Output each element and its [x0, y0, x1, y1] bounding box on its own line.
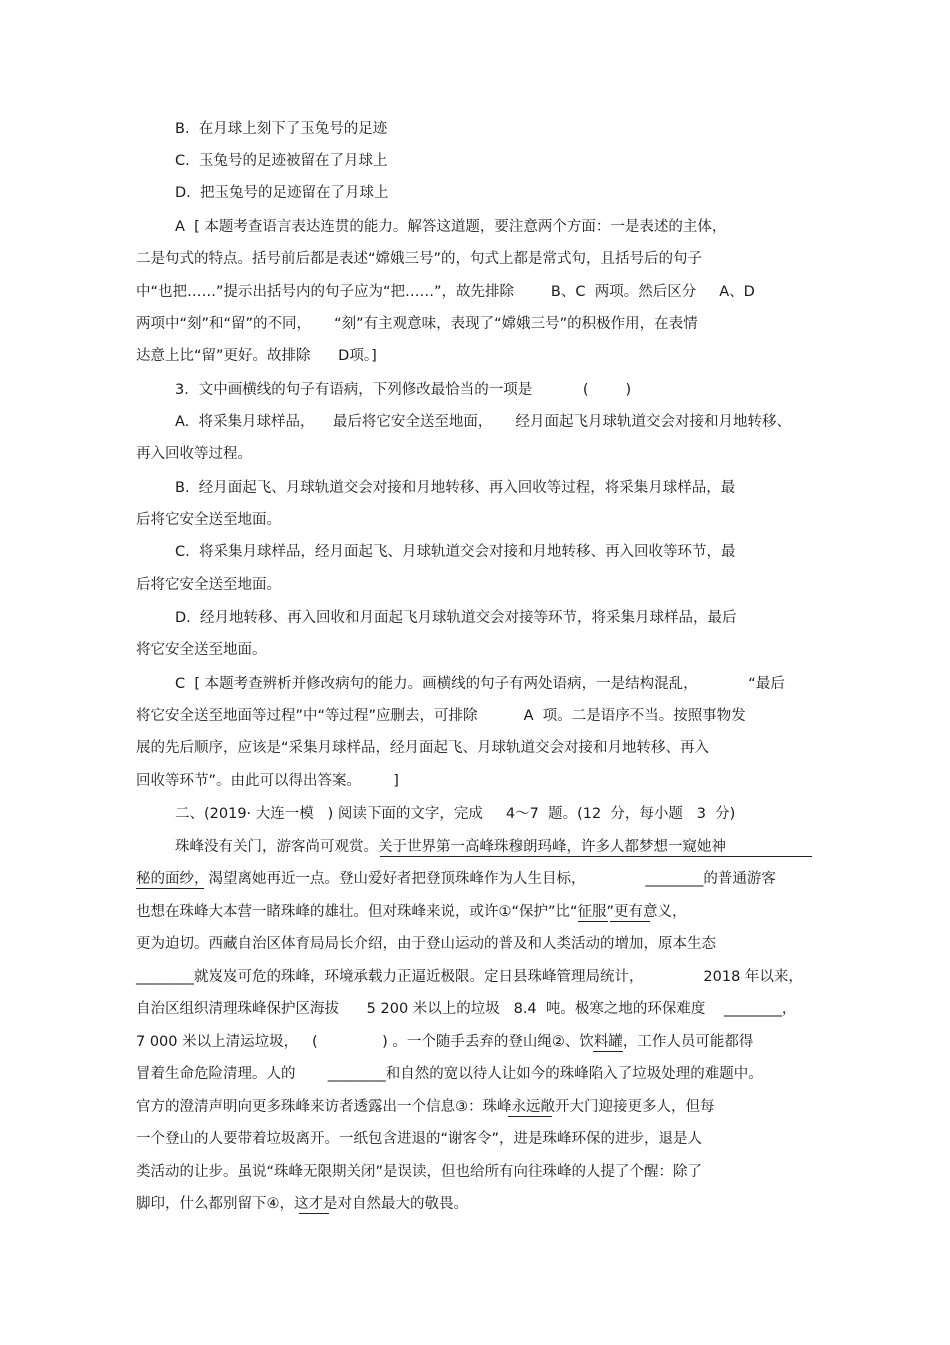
q3-option-d-line-1: D. 经月地转移、再入回收和月面起飞月球轨道交会对接等环节，将采集月球样品，最后 [175, 610, 737, 626]
answer-2-line-3: 中“也把……”提示出括号内的句子应为“把……”，故先排除 B、C 两项。然后区分 A、D [136, 284, 755, 300]
passage-line-7: 7 000 米以上清运垃圾， ( ) 。一个随手丢弃的登山绳②、饮料罐，工作人员可能都得 [136, 1034, 754, 1050]
option-d-line: D. 把玉兔号的足迹留在了月球上 [175, 185, 389, 201]
q3-option-c-line-2: 后将它安全送至地面。 [136, 577, 281, 593]
answer-2-line-2: 二是句式的特点。括号前后都是表述“嫦娥三号”的，句式上都是常式句，且括号后的句子 [136, 251, 703, 267]
underline-word-yinliao [593, 1051, 623, 1052]
q3-option-a-line-1: A. 将采集月球样品， 最后将它安全送至地面， 经月面起飞月球轨道交会对接和月地转移、 [175, 414, 791, 430]
passage-line-8: 冒着生命危险清理。人的 ________和自然的宽以待人让如今的珠峰陷入了垃圾处理的难题中。 [136, 1066, 763, 1082]
answer-2-line-4: 两项中“刻”和“留”的不同， “刻”有主观意味，表现了“嫦娥三号”的积极作用，在表情 [136, 316, 698, 332]
underline-phrase-1 [578, 921, 608, 922]
q3-option-d-line-2: 将它安全送至地面。 [136, 642, 267, 658]
answer-3-line-1: C [ 本题考查辨析并修改病句的能力。画横线的句子有两处语病，一是结构混乱， “最后 [175, 676, 785, 692]
q3-option-b-line-1: B. 经月面起飞、月球轨道交会对接和月地转移、再入回收等过程，将采集月球样品，最 [175, 480, 736, 496]
passage-line-2: 秘的面纱，渴望离她再近一点。登山爱好者把登顶珠峰作为人生目标， ________的普通游客 [136, 871, 776, 887]
passage-line-9: 官方的澄清声明向更多珠峰来访者透露出一个信息③：珠峰永远敞开大门迎接更多人，但每 [136, 1099, 715, 1115]
passage-line-12: 脚印，什么都别留下④，这才是对自然最大的敬畏。 [136, 1196, 468, 1212]
passage-line-11: 类活动的让步。虽说“珠峰无限期关闭”是误读，但也给所有向往珠峰的人提了个醒：除了 [136, 1164, 703, 1180]
answer-3-line-4: 回收等环节”。由此可以得出答案。 ] [136, 773, 399, 789]
option-c-line: C. 玉兔号的足迹被留在了月球上 [175, 153, 388, 169]
passage-line-4: 更为迫切。西藏自治区体育局局长介绍，由于登山运动的普及和人类活动的增加，原本生态 [136, 936, 716, 952]
q3-option-a-line-2: 再入回收等过程。 [136, 446, 252, 462]
section-2-heading: 二、(2019· 大连一模 ) 阅读下面的文字，完成 4～7 题。(12 分，每小题 3 分) [175, 806, 736, 822]
passage-line-10: 一个登山的人要带着垃圾离开。一纸包含进退的“谢客令”，进是珠峰环保的进步，退是人 [136, 1131, 703, 1147]
answer-2-line-1: A [ 本题考查语言表达连贯的能力。解答这道题，要注意两个方面：一是表述的主体， [175, 219, 727, 235]
passage-line-5: ________就岌岌可危的珠峰，环境承载力正逼近极限。定日县珠峰管理局统计， 2018 年以来， [136, 969, 803, 985]
underline-phrase-2 [610, 921, 650, 922]
question-3-stem: 3．文中画横线的句子有语病，下列修改最恰当的一项是 ( ) [175, 382, 632, 398]
underline-word-zhecai [299, 1213, 329, 1214]
answer-2-line-5: 达意上比“留”更好。故排除 D项。] [136, 348, 377, 364]
passage-line-6: 自治区组织清理珠峰保护区海拔 5 200 米以上的垃圾 8.4 吨。极寒之地的环保难度 ________， [136, 1001, 797, 1017]
underline-sentence-part-2 [136, 888, 204, 889]
answer-3-line-2: 将它安全送至地面等过程”中“等过程”应删去，可排除 A 项。二是语序不当。按照事物发 [136, 708, 746, 724]
underline-word-yongyuan [508, 1116, 552, 1117]
underline-sentence-part-1 [380, 856, 812, 857]
passage-line-3: 也想在珠峰大本营一睹珠峰的雄壮。但对珠峰来说，或许①“保护”比“征服”更有意义， [136, 904, 687, 920]
q3-option-c-line-1: C. 将采集月球样品，经月面起飞、月球轨道交会对接和月地转移、再入回收等环节，最 [175, 544, 736, 560]
option-b-line: B. 在月球上刻下了玉兔号的足迹 [175, 121, 388, 137]
passage-line-1: 珠峰没有关门，游客尚可观赏。关于世界第一高峰珠穆朗玛峰，许多人都梦想一窥她神 [175, 839, 726, 855]
q3-option-b-line-2: 后将它安全送至地面。 [136, 512, 281, 528]
answer-3-line-3: 展的先后顺序，应该是“采集月球样品，经月面起飞、月球轨道交会对接和月地转移、再入 [136, 740, 710, 756]
